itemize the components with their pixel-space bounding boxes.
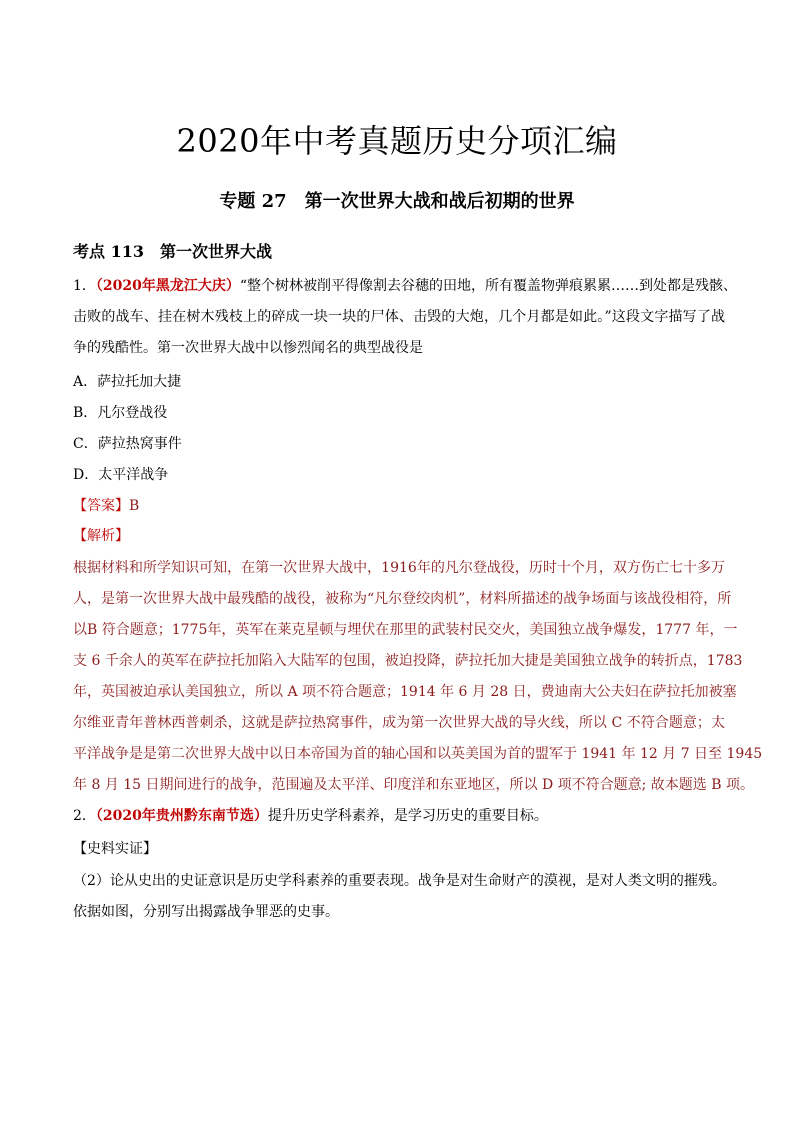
question-1-line-2: 击败的战车、挂在树木残枝上的碎成一块一块的尸体、击毁的大炮，几个月都是如此。”这段文字描写了战	[73, 309, 725, 325]
subquestion-line: 依据如图，分别写出揭露战争罪恶的史事。	[73, 904, 339, 920]
answer-value: B	[129, 498, 140, 514]
analysis-line: 根据材料和所学知识可知，在第一次世界大战中，1916年的凡尔登战役，历时十个月，双方伤亡七十多万	[73, 560, 725, 576]
analysis-line: 人，是第一次世界大战中最残酷的战役，被称为“凡尔登绞肉机”，材料所描述的战争场面与该战役相符，所	[73, 591, 732, 607]
question-2-stem	[73, 801, 725, 832]
subquestion-line: （2）论从史出的史证意识是历史学科素养的重要表现。战争是对生命财产的漠视，是对人类文明的摧残。	[73, 873, 726, 889]
analysis-row	[73, 521, 725, 552]
section-heading: 考点 113 第一次世界大战	[73, 242, 272, 261]
analysis-line: 尔维亚青年普林西普刺杀，这就是萨拉热窝事件，成为第一次世界大战的导火线，所以 C 不符合题意；太	[73, 715, 725, 731]
option-a: A．萨拉托加大捷	[73, 374, 182, 390]
analysis-line: 年 8 月 15 日期间进行的战争，范围遍及太平洋、印度洋和东亚地区，所以 D 项不符合题意; 故本题选 B 项。	[73, 777, 755, 793]
question-2-source: （2020年贵州黔东南节选）	[95, 808, 268, 824]
answer-label: 【答案】	[73, 498, 129, 514]
analysis-line: 年，英国被迫承认美国独立，所以 A 项不符合题意；1914 年 6 月 28 日，费迪南大公夫妇在萨拉托加被塞	[73, 684, 737, 700]
analysis-line: 平洋战争是是第二次世界大战中以日本帝国为首的轴心国和以英美国为首的盟军于 1941 年 12 月 7 日至 1945	[73, 746, 763, 762]
question-1-number: 1．	[73, 278, 96, 294]
option-d: D．太平洋战争	[73, 467, 169, 483]
document-title: 2020年中考真题历史分项汇编	[176, 122, 618, 160]
option-c: C．萨拉热窝事件	[73, 436, 182, 452]
question-1-stem-text: “整个树林被削平得像割去谷穗的田地，所有覆盖物弹痕累累……到处都是残骸、	[239, 278, 738, 294]
question-2-block-label: 【史料实证】	[73, 841, 157, 857]
question-1-source: （2020年黑龙江大庆）	[95, 278, 240, 294]
question-1-line-3: 争的残酷性。第一次世界大战中以惨烈闻名的典型战役是	[73, 340, 423, 356]
question-2-subquestion	[73, 866, 725, 928]
question-2-stem-text: 提升历史学科素养，是学习历史的重要目标。	[267, 808, 548, 824]
analysis-label: 【解析】	[73, 528, 129, 544]
question-2-number: 2．	[73, 808, 96, 824]
analysis-line: 支 6 千余人的英军在萨拉托加陷入大陆军的包围，被迫投降，萨拉托加大捷是美国独立战争的转折点，1783	[73, 653, 743, 669]
answer-row	[73, 491, 725, 522]
option-b: B．凡尔登战役	[73, 405, 168, 421]
question-1-stem	[73, 271, 738, 364]
question-1-line-1	[73, 271, 738, 302]
analysis-text	[73, 553, 763, 801]
analysis-line: 以B 符合题意；1775年，英军在莱克星顿与埋伏在那里的武装村民交火，美国独立战争爆发，1777 年，一	[73, 622, 738, 638]
question-1-options	[73, 367, 725, 491]
topic-subtitle: 专题 27 第一次世界大战和战后初期的世界	[219, 191, 575, 212]
